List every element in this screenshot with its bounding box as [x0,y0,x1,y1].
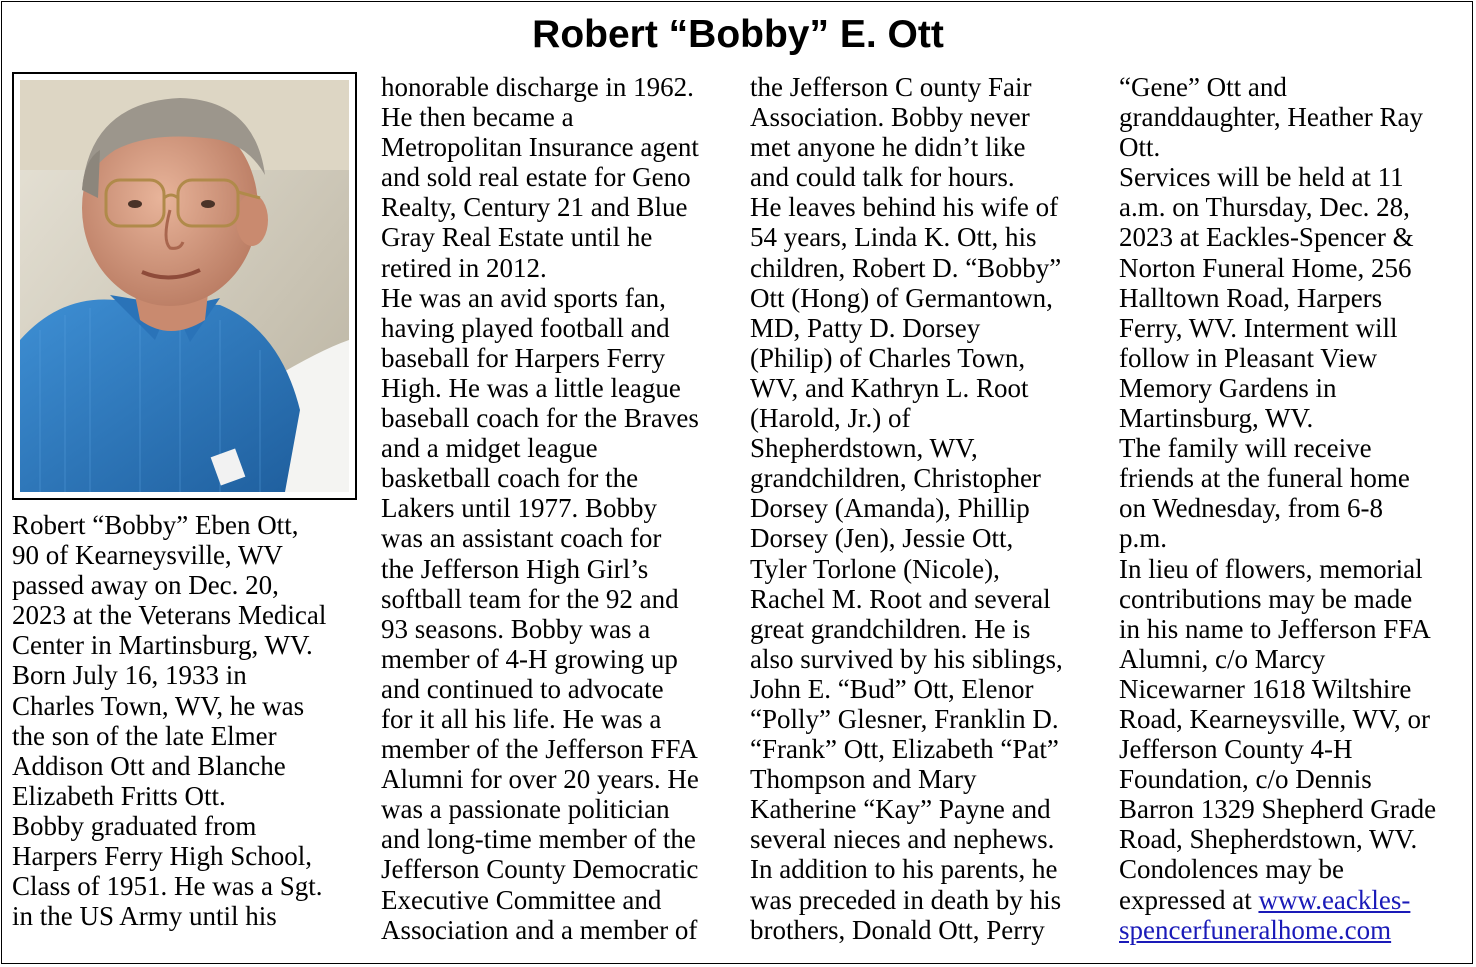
text-line: (Philip) of Charles Town, [750,342,1026,373]
text-line: Born July 16, 1933 in [12,660,247,691]
text-line: and long-time member of the [381,824,696,855]
text-line: “Polly” Glesner, Franklin D. [750,703,1059,734]
text-line: in his name to Jefferson FFA [1119,613,1431,644]
text-line: softball team for the 92 and [381,583,679,614]
text-line: baseball for Harpers Ferry [381,342,666,373]
text-line: “Gene” Ott and [1119,72,1287,102]
text-line: Association and a member of [381,914,698,945]
text-line: was preceded in death by his [750,884,1062,915]
text-line: Charles Town, WV, he was [12,690,305,721]
text-line: having played football and [381,312,670,343]
obituary-title: Robert “Bobby” E. Ott [532,13,944,56]
obituary-column-3 [750,72,1063,945]
text-line: He was an avid sports fan, [381,282,666,313]
text-line: Road, Kearneysville, WV, or [1119,703,1430,734]
text-line: 54 years, Linda K. Ott, his [750,222,1037,253]
text-line: and a midget league [381,433,598,464]
text-line: WV, and Kathryn L. Root [750,372,1029,403]
text-line: honorable discharge in 1962. [381,72,694,102]
text-line: Ott (Hong) of Germantown, [750,282,1053,313]
text-line: children, Robert D. “Bobby” [750,252,1062,283]
text-line: and sold real estate for Geno [381,162,691,193]
text-line: Alumni, c/o Marcy [1119,643,1326,674]
condolence-line [1119,885,1436,915]
text-line: Katherine “Kay” Payne and [750,794,1051,825]
text-line: Metropolitan Insurance agent [381,132,699,163]
text-line: the Jefferson C ounty Fair [750,72,1032,102]
text-line: Shepherdstown, WV, [750,433,978,464]
obituary-column-2 [381,72,699,945]
text-line: grandchildren, Christopher [750,463,1041,494]
text-line: Condolences may be [1119,854,1344,885]
text-line: Dorsey (Jen), Jessie Ott, [750,523,1014,554]
text-line: great grandchildren. He is [750,613,1031,644]
text-line: 90 of Kearneysville, WV [12,540,283,571]
text-line: 2023 at Eackles-Spencer & [1119,222,1414,253]
text-line: friends at the funeral home [1119,463,1410,494]
text-line: Norton Funeral Home, 256 [1119,252,1412,283]
text-line: was a passionate politician [381,794,670,825]
text-line: High. He was a little league [381,372,681,403]
text-line: He then became a [381,102,574,133]
text-line: Jefferson County 4-H [1119,734,1353,765]
text-line: passed away on Dec. 20, [12,570,279,601]
text-line: Ott. [1119,132,1161,163]
text-line: for it all his life. He was a [381,703,662,734]
portrait-photo-frame [12,72,357,500]
text-line: Nicewarner 1618 Wiltshire [1119,673,1412,704]
text-line: John E. “Bud” Ott, Elenor [750,673,1034,704]
text-line: Addison Ott and Blanche [12,750,286,781]
text-line: Foundation, c/o Dennis [1119,764,1372,795]
text-line: Robert “Bobby” Eben Ott, [12,510,299,540]
text-line: Jefferson County Democratic [381,854,699,885]
text-line: Ferry, WV. Interment will [1119,312,1398,343]
text-line: Thompson and Mary [750,764,977,795]
text-line: Class of 1951. He was a Sgt. [12,871,323,902]
text-line: was an assistant coach for [381,523,662,554]
funeral-home-link[interactable]: www.eackles- [1258,884,1411,915]
obituary-column-1 [12,510,326,931]
text-line: met anyone he didn’t like [750,132,1026,163]
text-line: Services will be held at 11 [1119,162,1404,193]
text-line: Harpers Ferry High School, [12,841,312,872]
text-line: Dorsey (Amanda), Phillip [750,493,1030,524]
text-line: baseball coach for the Braves [381,403,699,434]
text-line: Alumni for over 20 years. He [381,764,699,795]
text-line: on Wednesday, from 6-8 [1119,493,1384,524]
text-line: p.m. [1119,523,1168,554]
text-line: Gray Real Estate until he [381,222,653,253]
text-line: Halltown Road, Harpers [1119,282,1383,313]
text-line: member of the Jefferson FFA [381,734,698,765]
text-line: The family will receive [1119,433,1372,464]
text-line: member of 4-H growing up [381,643,678,674]
text-line: Association. Bobby never [750,102,1030,133]
text-line: the son of the late Elmer [12,720,277,751]
text-line: basketball coach for the [381,463,639,494]
text-line: a.m. on Thursday, Dec. 28, [1119,192,1410,223]
text-line: Executive Committee and [381,884,662,915]
text-line: Martinsburg, WV. [1119,403,1314,434]
text-line: contributions may be made [1119,583,1413,614]
funeral-home-link-continued[interactable]: spencerfuneralhome.com [1119,914,1392,945]
text-line: He leaves behind his wife of [750,192,1059,223]
text-line: Memory Gardens in [1119,372,1337,403]
text-line: and continued to advocate [381,673,664,704]
text-line: MD, Patty D. Dorsey [750,312,981,343]
text-line: Realty, Century 21 and Blue [381,192,688,223]
text-line: Elizabeth Fritts Ott. [12,780,226,811]
text-line: follow in Pleasant View [1119,342,1378,373]
text-line: retired in 2012. [381,252,547,283]
text-line: Rachel M. Root and several [750,583,1051,614]
text-line: in the US Army until his [12,901,277,932]
text-line: “Frank” Ott, Elizabeth “Pat” [750,734,1059,765]
text-line: 93 seasons. Bobby was a [381,613,651,644]
text-line: the Jefferson High Girl’s [381,553,649,584]
text-line: In addition to his parents, he [750,854,1058,885]
text-line: also survived by his siblings, [750,643,1063,674]
text-line: Lakers until 1977. Bobby [381,493,657,524]
portrait-photo [20,80,349,492]
text-line: 2023 at the Veterans Medical [12,600,327,631]
text-line: (Harold, Jr.) of [750,403,911,434]
text-line: Center in Martinsburg, WV. [12,630,313,661]
text-line: several nieces and nephews. [750,824,1055,855]
text-line: Barron 1329 Shepherd Grade [1119,794,1437,825]
condolence-prefix: expressed at [1119,884,1259,915]
text-line: Road, Shepherdstown, WV. [1119,824,1418,855]
text-line: and could talk for hours. [750,162,1015,193]
text-line: granddaughter, Heather Ray [1119,102,1424,133]
text-line: Bobby graduated from [12,810,257,841]
text-line: Tyler Torlone (Nicole), [750,553,1000,584]
obituary-column-4 [1119,72,1436,945]
text-line: In lieu of flowers, memorial [1119,553,1423,584]
condolence-link-line [1119,915,1436,945]
text-line: brothers, Donald Ott, Perry [750,914,1045,945]
